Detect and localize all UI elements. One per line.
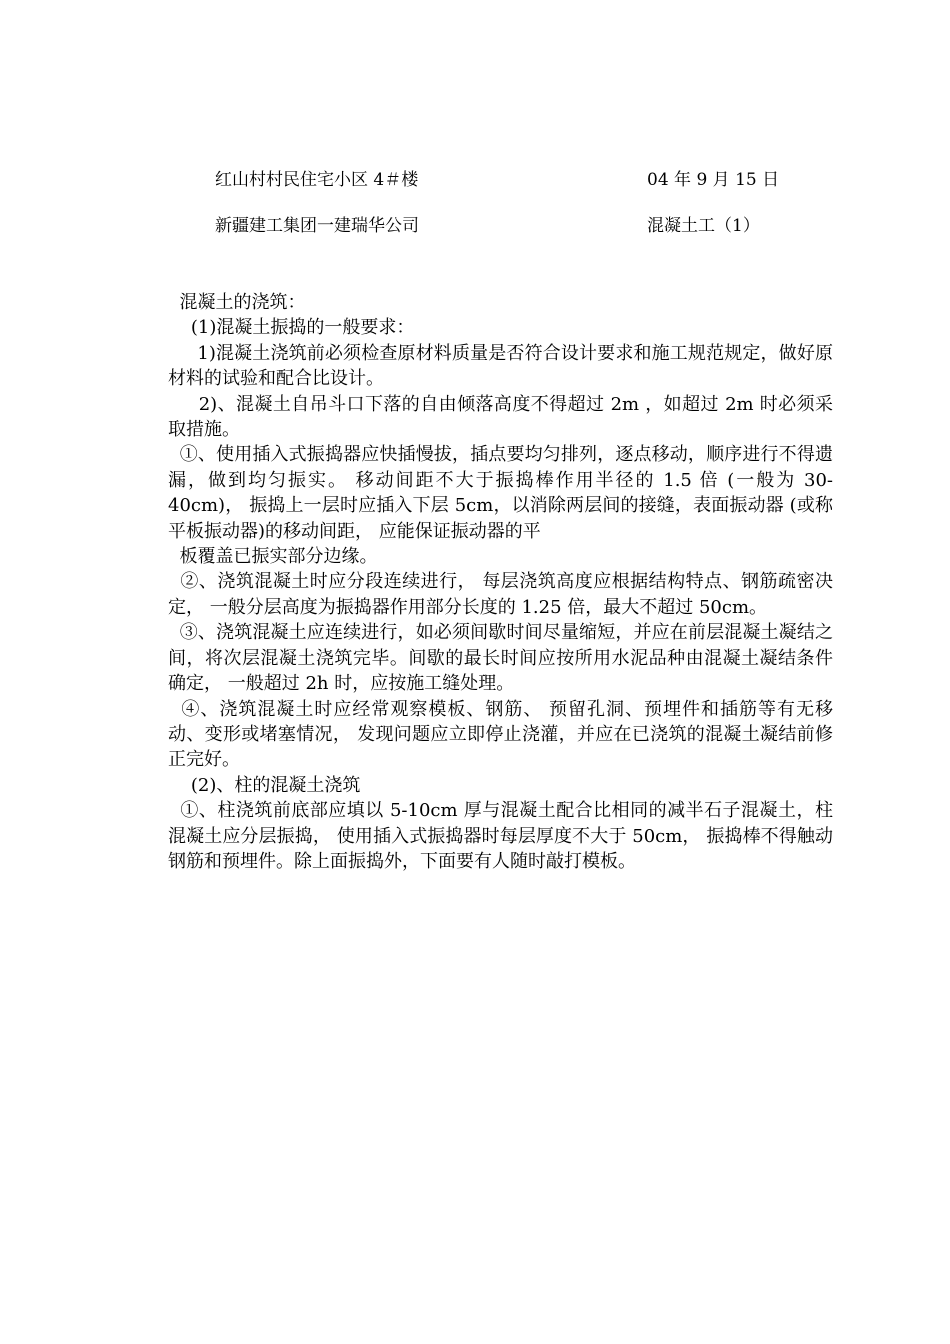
- paragraph: ④、浇筑混凝土时应经常观察模板、钢筋、 预留孔洞、预埋件和插筋等有无移动、变形或堵塞情况， 发现问题应立即停止浇灌，并应在已浇筑的混凝土凝结前修正完好。: [168, 698, 833, 771]
- subsection-heading: (2)、柱的混凝土浇筑: [168, 774, 361, 796]
- document-body: [168, 290, 833, 874]
- header-row-project: [0, 168, 950, 192]
- work-category: 混凝土工（1）: [647, 216, 760, 236]
- section-heading: 混凝土的浇筑：: [168, 292, 306, 313]
- paragraph: 2)、混凝土自吊斗口下落的自由倾落高度不得超过 2m ，如超过 2m 时必须采取措施。: [168, 393, 833, 441]
- paragraph: ①、柱浇筑前底部应填以 5-10cm 厚与混凝土配合比相同的减半石子混凝土，柱混凝土应分层振捣， 使用插入式振捣器时每层厚度不大于 50cm， 振捣棒不得触动钢筋和预埋件。除上面振捣外，下面要有人随时敲打模板。: [168, 800, 833, 872]
- header-row-company: [0, 214, 950, 238]
- paragraph: 1)混凝土浇筑前必须检查原材料质量是否符合设计要求和施工规范规定，做好原材料的试验和配合比设计。: [168, 342, 833, 390]
- document-date: 04 年 9 月 15 日: [647, 170, 780, 190]
- paragraph: ①、使用插入式振捣器应快插慢拔，插点要均匀排列，逐点移动，顺序进行不得遗漏，做到均匀振实。 移动间距不大于振捣棒作用半径的 1.5 倍 (一般为 30-40cm)， 振捣上一层时应插入下层 5cm，以消除两层间的接缝，表面振动器 (或称平板振动器)的移动间距， 应能保证振动器的平: [168, 444, 833, 542]
- company-name: 新疆建工集团一建瑞华公司: [215, 216, 419, 236]
- project-name: 红山村村民住宅小区 4＃楼: [215, 170, 419, 190]
- paragraph: ③、浇筑混凝土应连续进行，如必须间歇时间尽量缩短，并应在前层混凝土凝结之间，将次层混凝土浇筑完毕。间歇的最长时间应按所用水泥品种由混凝土凝结条件确定， 一般超过 2h 时，应按施工缝处理。: [168, 622, 833, 695]
- paragraph: 板覆盖已振实部分边缘。: [168, 546, 378, 568]
- subsection-heading: (1)混凝土振捣的一般要求：: [168, 317, 415, 339]
- paragraph: ②、浇筑混凝土时应分段连续进行， 每层浇筑高度应根据结构特点、钢筋疏密决定， 一般分层高度为振捣器作用部分长度的 1.25 倍，最大不超过 50cm。: [168, 571, 833, 618]
